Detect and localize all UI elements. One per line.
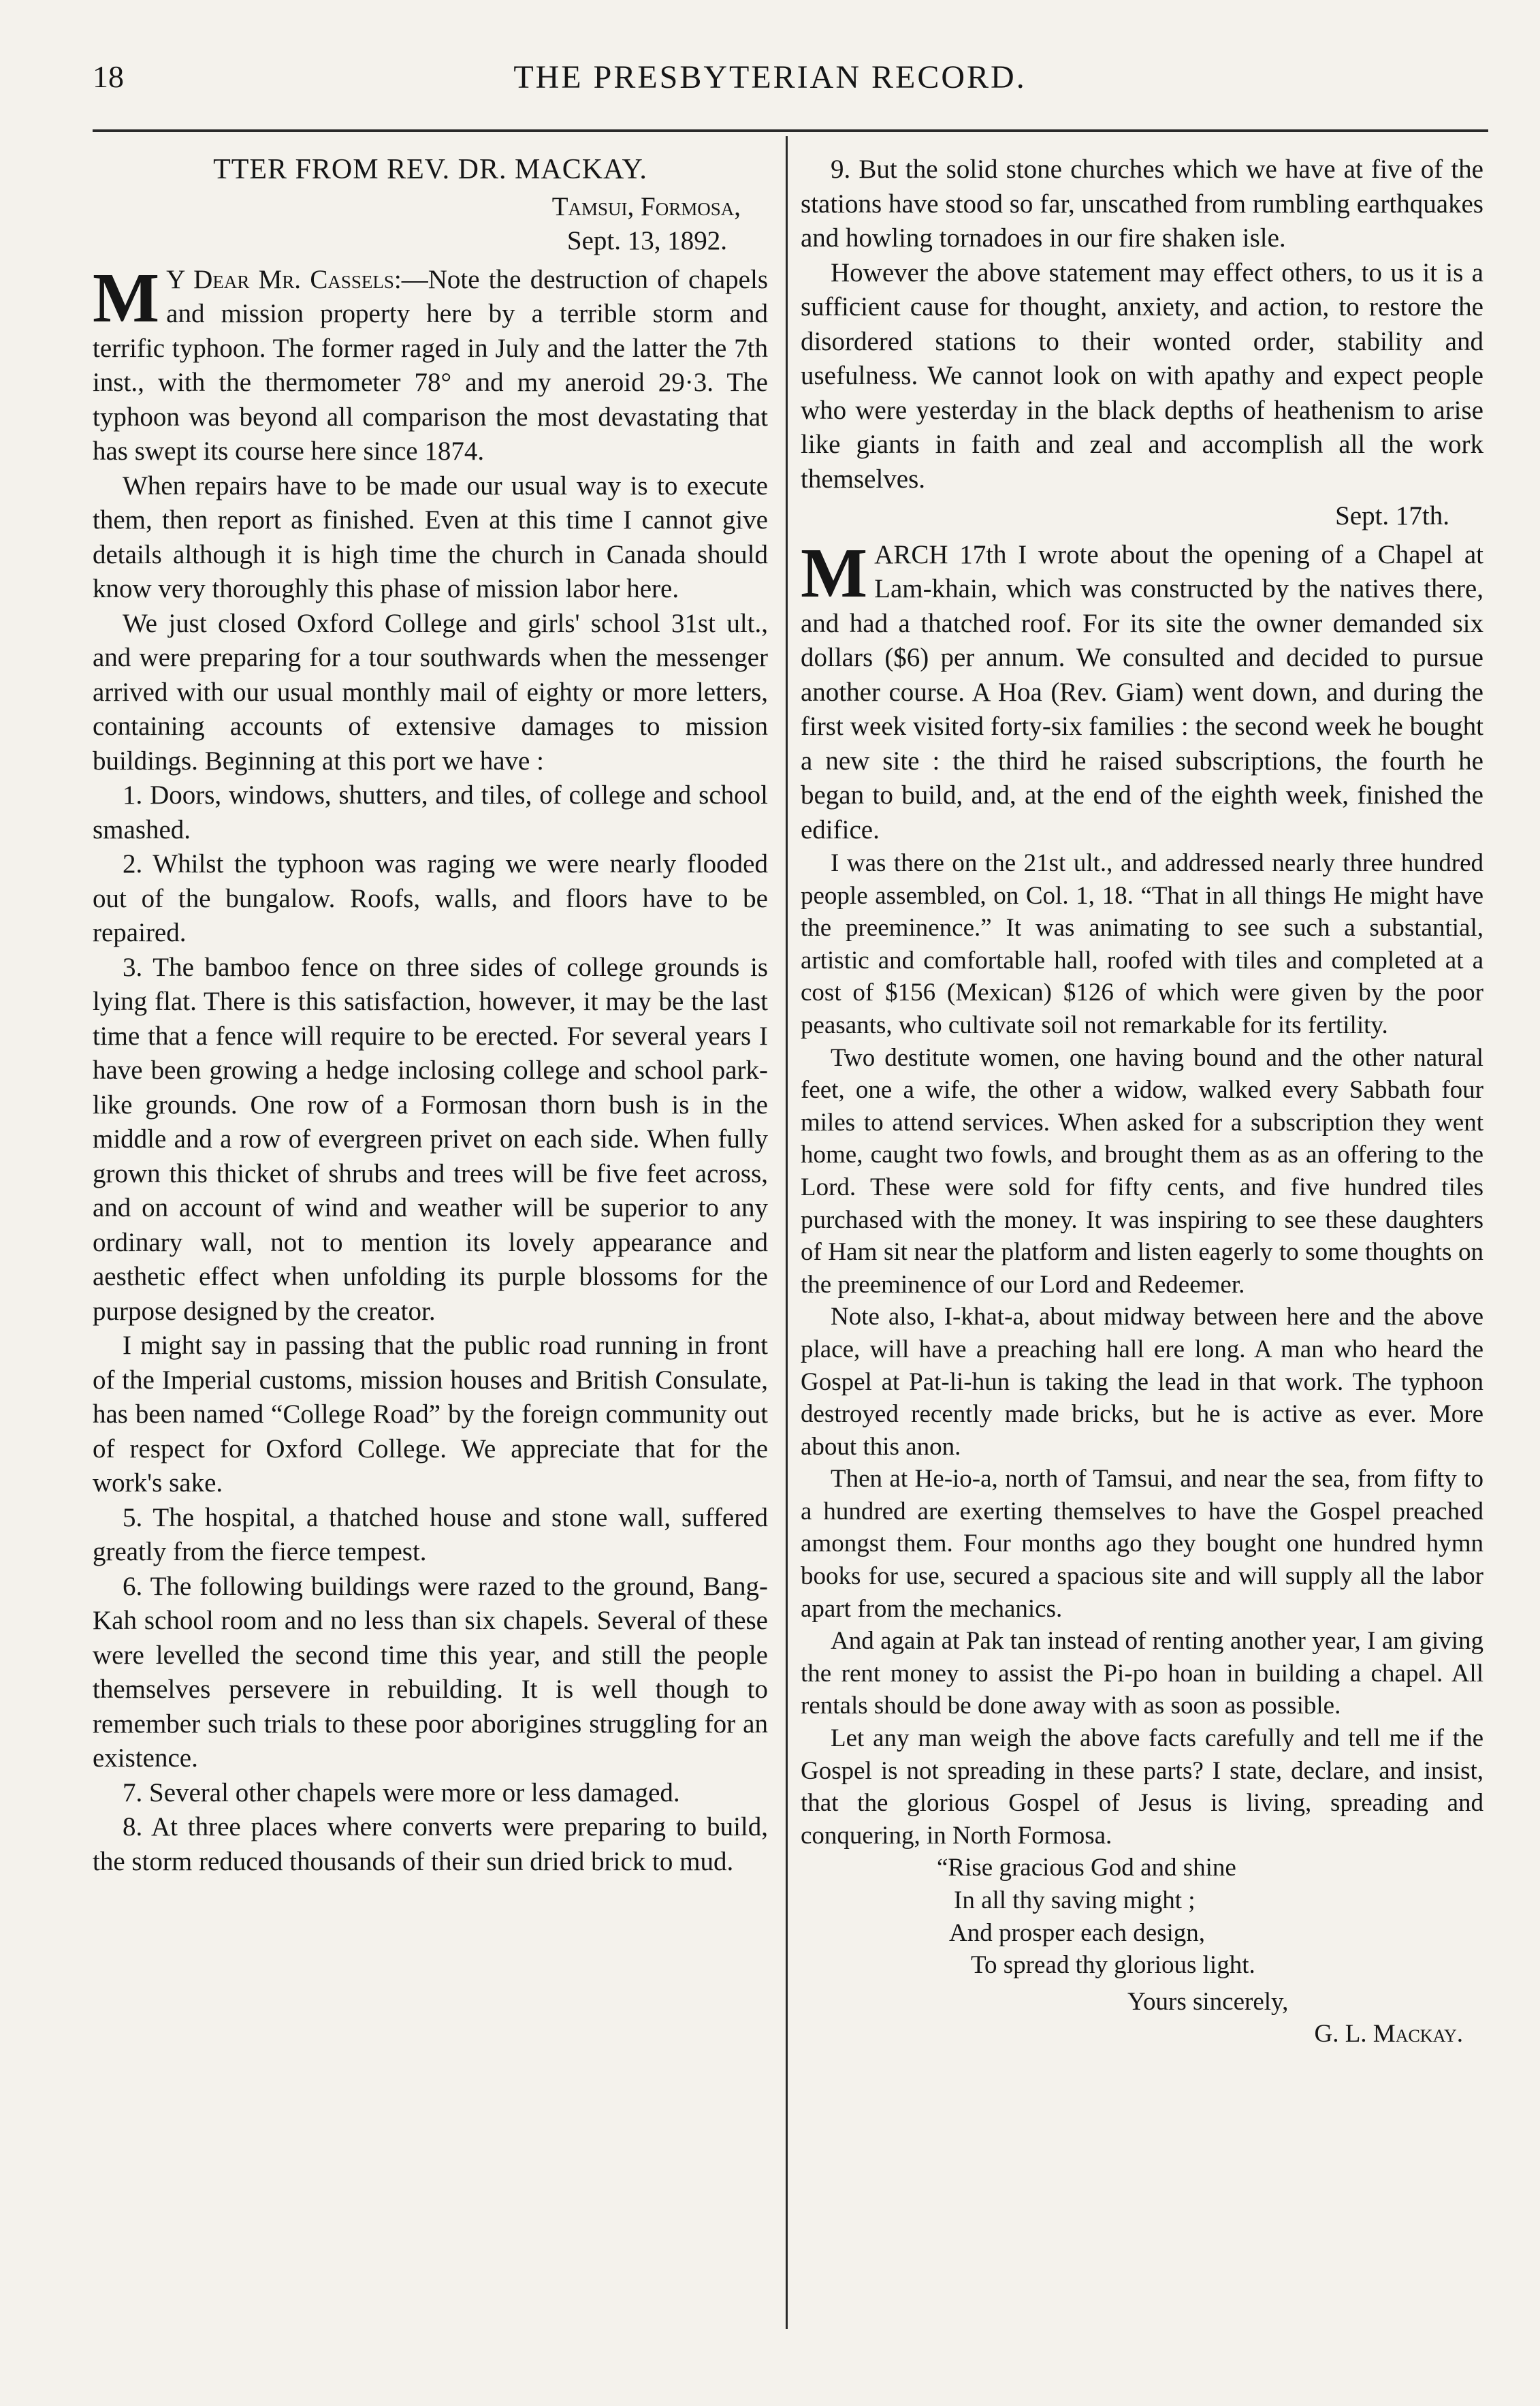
list-item-7: 7. Several other chapels were more or less damaged. <box>123 1777 680 1807</box>
paragraph-however: However the above statement may effect others, to us it is a sufficient cause for thought, anxiety, and action, to restore the disordered stations to their wonted order, stability and usefulness. We cannot look on with apathy and expect people who were yesterday in the black depths of heathenism to arise like giants in faith and zeal and accomplish all the work themselves. <box>801 257 1483 494</box>
signature: G. L. Mackay. <box>1314 2020 1463 2048</box>
salutation: Y Dear Mr. Cassels <box>166 264 394 294</box>
verse-line: In all thy saving might ; <box>954 1886 1196 1914</box>
paragraph-pak-tan: And again at Pak tan instead of renting another year, I am giving the rent money to assist the Pi-po hoan in building a chapel. All rentals should be done away with as soon as possible. <box>801 1627 1483 1720</box>
list-item-1: 1. Doors, windows, shutters, and tiles, of college and school smashed. <box>93 780 768 844</box>
paragraph-visit: I was there on the 21st ult., and addressed nearly three hundred people assembled, on Col. 1, 18. “That in all things He might have the preeminence.” It was animating to see such a substantial, artistic and comfortable hall, roofed with tiles and completed at a cost of $156 (Mexican) $126 of which were given by the poor peasants, who cultivate soil not remarkable for its fertility. <box>801 849 1483 1039</box>
page-number: 18 <box>93 59 124 94</box>
drop-cap-m: M <box>93 258 160 337</box>
list-item-3: 3. The bamboo fence on three sides of college grounds is lying flat. There is this satisfaction, however, it may be the last time that a fence will require to be erected. For several years I have been growing a hedge inclosing college and school park-like grounds. One row of a Formosan thorn bush is in the middle and a row of evergreen privet on each side. When fully grown this thicket of shrubs and trees will be five feet across, and on account of wind and weather will be superior to any ordinary wall, not to mention its lovely appearance and aesthetic effect when unfolding its purple blossoms for the purpose designed by the creator. <box>93 952 768 1326</box>
list-item-9: 9. But the solid stone churches which we have at five of the stations have stood so far, unscathed from rumbling earthquakes and howling tornadoes in our fire shaken isle. <box>801 155 1483 253</box>
list-item-8: 8. At three places where converts were preparing to build, the storm reduced thousands of their sun dried brick to mud. <box>93 1812 768 1876</box>
verse-line: To spread thy glorious light. <box>971 1951 1255 1980</box>
left-column <box>93 153 768 1879</box>
paragraph-repairs: When repairs have to be made our usual way is to execute them, then report as finished. Even at this time I cannot give details although it is high time the church in Canada should know very thoroughly this phase of mission labor here. <box>93 471 768 603</box>
closing: Yours sincerely, <box>1127 1987 1289 2016</box>
paragraph-women: Two destitute women, one having bound and the other natural feet, one a wife, the other a widow, walked every Sabbath four miles to attend services. When asked for a subscription they went home, caught two fowls, and brought them as as an offering to the Lord. These were sold for fifty cents, and five hundred tiles purchased with the money. It was inspiring to see these daughters of Ham sit near the platform and listen eagerly to some thoughts on the preeminence of our Lord and Redeemer. <box>801 1043 1483 1299</box>
paragraph-college-road: I might say in passing that the public road running in front of the Imperial customs, mission houses and British Consulate, has been named “College Road” by the foreign community out of respect for Oxford College. We appreciate that for the work's sake. <box>93 1331 768 1498</box>
second-dateline: Sept. 17th. <box>1335 501 1449 531</box>
running-title: THE PRESBYTERIAN RECORD. <box>513 59 1027 95</box>
paragraph-i-khat-a: Note also, I-khat-a, about midway between here and the above place, will have a preaching hall ere long. A man who heard the Gospel at Pat-li-hun is taking the lead in that work. The typhoon destroyed recently made bricks, but he is active as ever. More about this anon. <box>801 1303 1483 1461</box>
verse-line: “Rise gracious God and shine <box>937 1854 1236 1882</box>
right-column <box>801 153 1483 2051</box>
top-rule <box>93 129 1488 132</box>
salutation-paragraph <box>93 258 768 469</box>
march-text: ARCH 17th I wrote about the opening of a Chapel at Lam-khain, which was constructed by the natives there, and had a thatched roof. For its site the owner demanded six dollars ($6) per annum. We consulted and decided to pursue another course. A Hoa (Rev. Giam) went down, and during the first week visited forty-six families : the second week he bought a new site : the third he raised subscriptions, the fourth he began to build, and, at the end of the eighth week, finished the edifice. <box>801 539 1483 844</box>
paragraph-college: We just closed Oxford College and girls' school 31st ult., and were preparing for a tour southwards when the messenger arrived with our usual monthly mail of eighty or more letters, containing accounts of extensive damages to mission buildings. Beginning at this port we have : <box>93 608 768 776</box>
list-item-5: 5. The hospital, a thatched house and stone wall, suffered greatly from the fierce tempest. <box>93 1502 768 1566</box>
list-item-6: 6. The following buildings were razed to the ground, Bang-Kah school room and no less than six chapels. Several of these were levelled the second time this year, and still the people themselves persevere in rebuilding. It is well though to remember such trials to these poor aborigines struggling for an existence. <box>93 1571 768 1773</box>
intro-text: :—Note the destruction of chapels and mission property here by a terrible storm and terrific typhoon. The former raged in July and the latter the 7th inst., with the thermometer 78° and my aneroid 29·3. The typhoon was beyond all comparison the most devastating that has swept its course here since 1874. <box>93 264 768 466</box>
letter-heading: TTER FROM REV. DR. MACKAY. <box>213 154 647 185</box>
verse-line: And prosper each design, <box>949 1918 1206 1947</box>
hymn-verse <box>801 1852 1483 1981</box>
letter-place: Tamsui, Formosa, <box>551 191 741 221</box>
paragraph-weigh: Let any man weigh the above facts carefully and tell me if the Gospel is not spreading in these parts? I state, declare, and insist, that the glorious Gospel of Jesus is living, spreading and conquering, in North Formosa. <box>801 1724 1483 1850</box>
letter-date: Sept. 13, 1892. <box>566 226 727 255</box>
drop-cap-m: M <box>801 533 868 612</box>
list-item-2: 2. Whilst the typhoon was raging we were nearly flooded out of the bungalow. Roofs, walls, and floors have to be repaired. <box>93 849 768 947</box>
column-divider <box>786 136 788 2329</box>
paragraph-he-io-a: Then at He-io-a, north of Tamsui, and near the sea, from fifty to a hundred are exerting themselves to have the Gospel preached amongst them. Four months ago they bought one hundred hymn books for use, secured a spacious site and will supply all the labor apart from the mechanics. <box>801 1465 1483 1623</box>
paragraph-march <box>801 533 1483 848</box>
